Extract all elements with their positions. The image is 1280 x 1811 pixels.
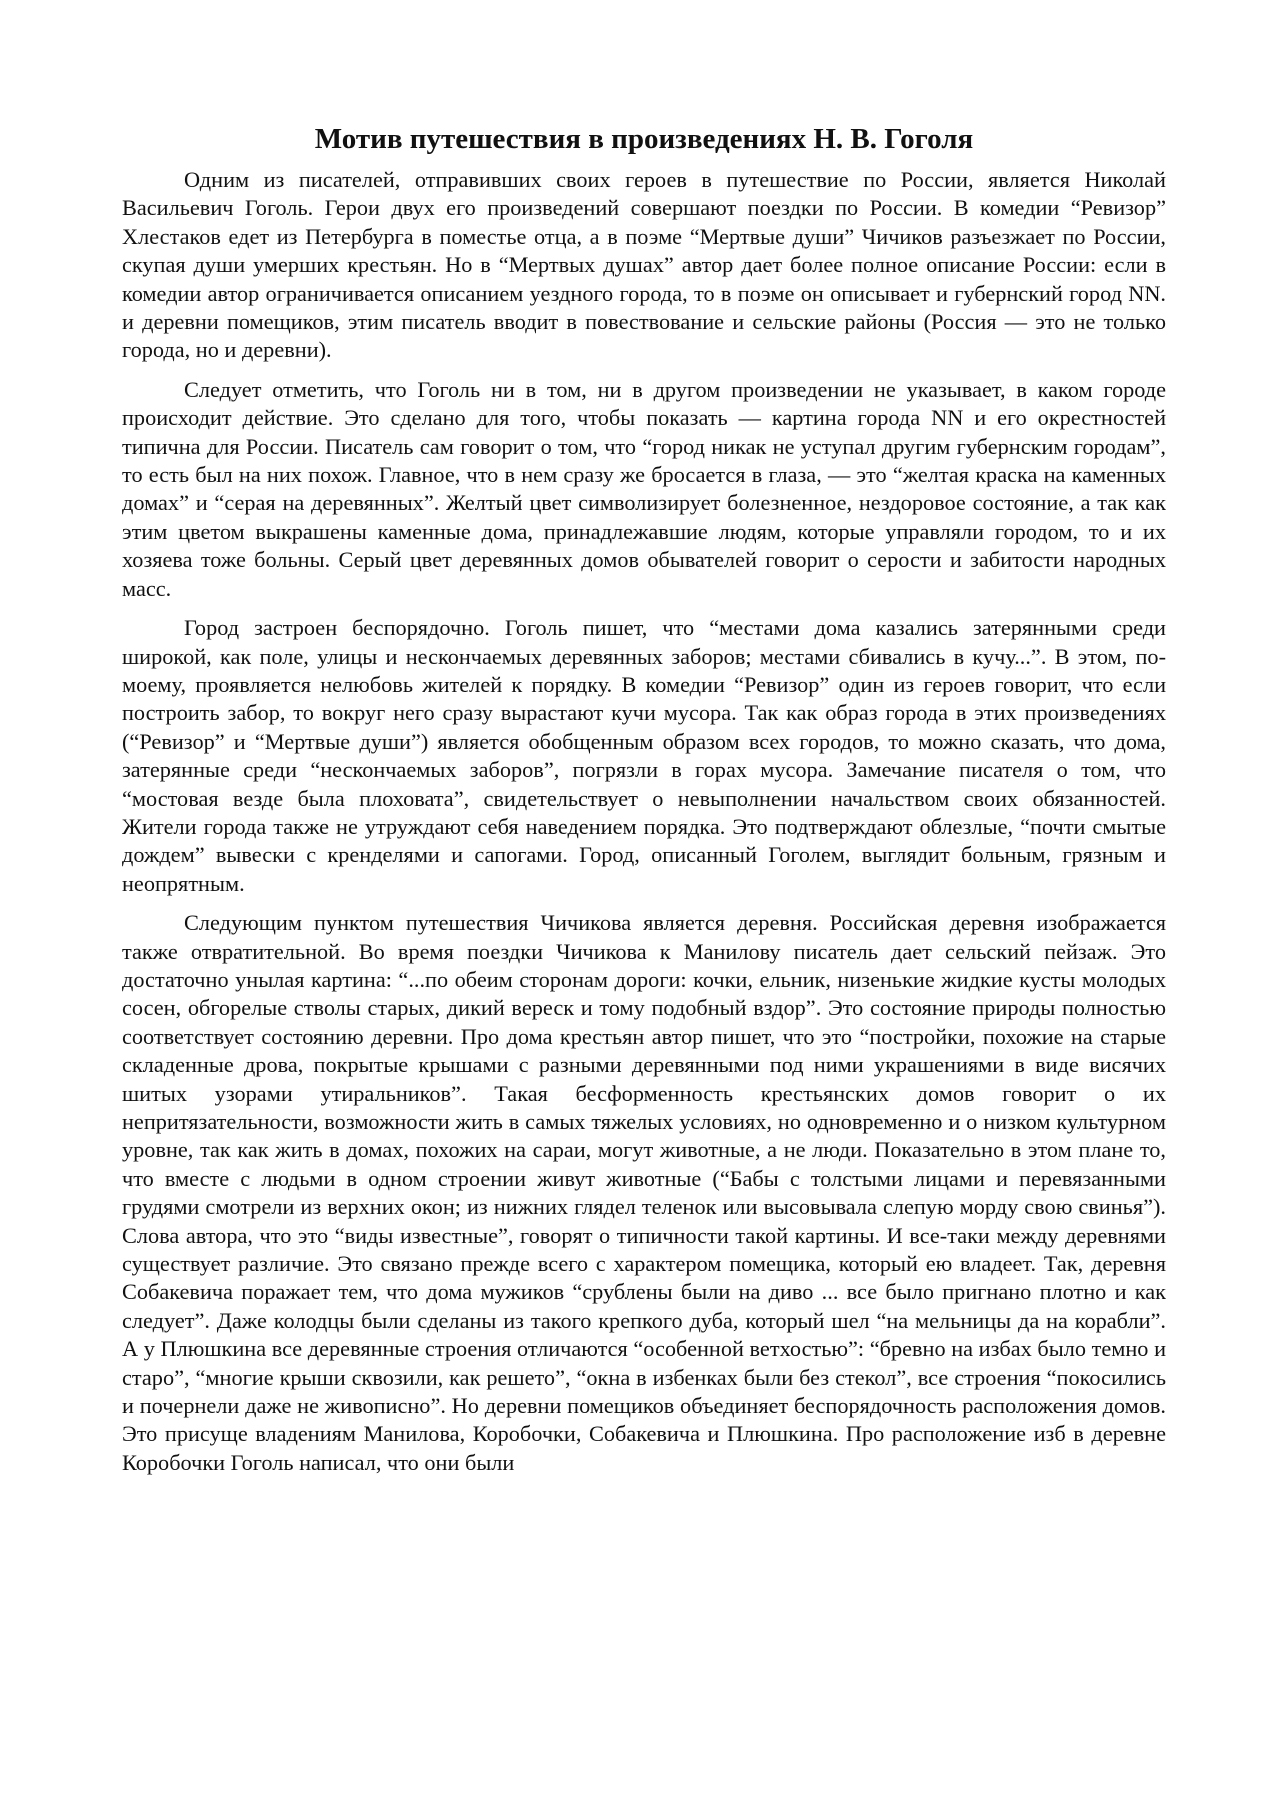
document-title: Мотив путешествия в произведениях Н. В. Гоголя (314, 123, 974, 155)
paragraph-3: Город застроен беспорядочно. Гоголь пишет, что “местами дома казались затерянными среди широкой, как поле, улицы и нескончаемых деревянных заборов; местами сбивались в кучу...”. В этом, по-моему, проявляется нелюбовь жителей к порядку. В комедии “Ревизор” один из героев говорит, что если построить забор, то вокруг него сразу вырастают кучи мусора. Так как образ города в этих произведениях (“Ревизор” и “Мертвые души”) является обобщенным образом всех городов, то можно сказать, что дома, затерянные среди “нескончаемых заборов”, погрязли в горах мусора. Замечание писателя о том, что “мостовая везде была плоховата”, свидетельствует о невыполнении начальством своих обязанностей. Жители города также не утруждают себя наведением порядка. Это подтверждают облезлые, “почти смытые дождем” вывески с кренделями и сапогами. Город, описанный Гоголем, выглядит больным, грязным и неопрятным. (122, 615, 1166, 896)
paragraph-2: Следует отметить, что Гоголь ни в том, ни в другом произведении не указывает, в каком городе происходит действие. Это сделано для того, чтобы показать — картина города NN и его окрестностей типична для России. Писатель сам говорит о том, что “город никак не уступал другим губернским городам”, то есть был на них похож. Главное, что в нем сразу же бросается в глаза, — это “желтая краска на каменных домах” и “серая на деревянных”. Желтый цвет символизирует болезненное, нездоровое состояние, а так как этим цветом выкрашены каменные дома, принадлежавшие людям, которые управляли городом, то и их хозяева тоже больны. Серый цвет деревянных домов обывателей говорит о серости и забитости народных масс. (122, 376, 1166, 601)
paragraph-4: Следующим пунктом путешествия Чичикова является деревня. Российская деревня изображается также отвратительной. Во время поездки Чичикова к Манилову писатель дает сельский пейзаж. Это достаточно унылая картина: “...по обеим сторонам дороги: кочки, ельник, низенькие жидкие кусты молодых сосен, обгорелые стволы старых, дикий вереск и тому подобный вздор”. Это состояние природы полностью соответствует состоянию деревни. Про дома крестьян автор пишет, что это “постройки, похожие на старые складенные дрова, покрытые крышами с разными деревянными под ними украшениями в виде висячих шитых узорами утиральников”. Такая бесформенность крестьянских домов говорит о их непритязательности, возможности жить в самых тяжелых условиях, но одновременно и о низком культурном уровне, так как жить в домах, похожих на сараи, могут животные, а не люди. Показательно в этом плане то, что вместе с людьми в одном строении живут животные (“Бабы с толстыми лицами и перевязанными грудями смотрели из верхних окон; из нижних глядел теленок или высовывала слепую морду свою свинья”). Слова автора, что это “виды известные”, говорят о типичности такой картины. И все-таки между деревнями существует различие. Это связано прежде всего с характером помещика, который ею владеет. Так, деревня Собакевича поражает тем, что дома мужиков “срублены были на диво ... все было пригнано плотно и как следует”. Даже колодцы были сделаны из такого крепкого дуба, который шел “на мельницы да на корабли”. А у Плюшкина все деревянные строения отличаются “особенной ветхостью”: “бревно на избах было темно и старо”, “многие крыши сквозили, как решето”, “окна в избенках были без стекол”, все строения “покосились и почернели даже не живописно”. Но деревни помещиков объединяет беспорядочность расположения домов. Это присуще владениям Манилова, Коробочки, Собакевича и Плюшкина. Про расположение изб в деревне Коробочки Гоголь написал, что они были (122, 910, 1166, 1475)
document-page (122, 120, 1166, 1488)
paragraph-1: Одним из писателей, отправивших своих героев в путешествие по России, является Николай Васильевич Гоголь. Герои двух его произведений совершают поездки по России. В комедии “Ревизор” Хлестаков едет из Петербурга в поместье отца, а в поэме “Мертвые души” Чичиков разъезжает по России, скупая души умерших крестьян. Но в “Мертвых душах” автор дает более полное описание России: если в комедии автор ограничивается описанием уездного города, то в поэме он описывает и губернский город NN. и деревни помещиков, этим писатель вводит в повествование и сельские районы (Россия — это не только города, но и деревни). (122, 167, 1166, 363)
